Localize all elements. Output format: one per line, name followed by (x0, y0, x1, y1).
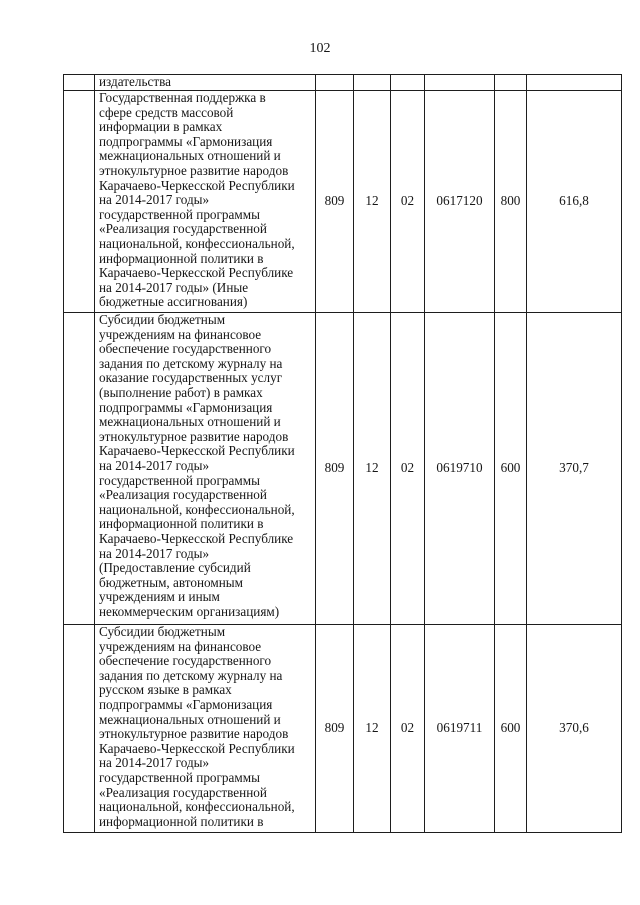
expense-type-cell (495, 75, 527, 91)
page-number: 102 (309, 41, 331, 56)
budget-table-container (63, 74, 606, 833)
amount-cell: 370,6 (527, 625, 622, 833)
subsection-code-cell: 02 (391, 91, 425, 313)
expense-type-cell: 600 (495, 625, 527, 833)
amount-cell: 370,7 (527, 313, 622, 625)
amount-cell: 616,8 (527, 91, 622, 313)
blank-cell (64, 625, 95, 833)
subsection-code-cell: 02 (391, 313, 425, 625)
description-cell: Субсидии бюджетным учреждениям на финансовое обеспечение государственного задания по детскому журналу на русском языке в рамках подпрограммы «Гармонизация межнациональных отношений и этнокультурное развитие народов Карачаево-Черкесской Республики на 2014-2017 годы» государственной программы «Реализация государственной национальной, конфессиональной, информационной политики в (95, 625, 316, 833)
table-row (64, 313, 622, 625)
table-row (64, 91, 622, 313)
target-item-cell: 0619711 (425, 625, 495, 833)
table-row (64, 625, 622, 833)
blank-cell (64, 313, 95, 625)
target-item-cell: 0617120 (425, 91, 495, 313)
ministry-code-cell: 809 (316, 313, 354, 625)
section-code-cell: 12 (354, 625, 391, 833)
table-row (64, 75, 622, 91)
description-cell: издательства (95, 75, 316, 91)
expense-type-cell: 600 (495, 313, 527, 625)
section-code-cell: 12 (354, 91, 391, 313)
target-item-cell: 0619710 (425, 313, 495, 625)
blank-cell (64, 75, 95, 91)
expense-type-cell: 800 (495, 91, 527, 313)
blank-cell (64, 91, 95, 313)
target-item-cell (425, 75, 495, 91)
section-code-cell (354, 75, 391, 91)
subsection-code-cell (391, 75, 425, 91)
budget-table (63, 74, 622, 833)
description-cell: Субсидии бюджетным учреждениям на финансовое обеспечение государственного задания по детскому журналу на оказание государственных услуг (выполнение работ) в рамках подпрограммы «Гармонизация межнациональных отношений и этнокультурное развитие народов Карачаево-Черкесской Республики на 2014-2017 годы» государственной программы «Реализация государственной национальной, конфессиональной, информационной политики в Карачаево-Черкесской Республике на 2014-2017 годы» (Предоставление субсидий бюджетным, автономным учреждениям и иным некоммерческим организациям) (95, 313, 316, 625)
subsection-code-cell: 02 (391, 625, 425, 833)
ministry-code-cell: 809 (316, 91, 354, 313)
section-code-cell: 12 (354, 313, 391, 625)
ministry-code-cell: 809 (316, 625, 354, 833)
ministry-code-cell (316, 75, 354, 91)
amount-cell (527, 75, 622, 91)
description-cell: Государственная поддержка в сфере средств массовой информации в рамках подпрограммы «Гармонизация межнациональных отношений и этнокультурное развитие народов Карачаево-Черкесской Республики на 2014-2017 годы» государственной программы «Реализация государственной национальной, конфессиональной, информационной политики в Карачаево-Черкесской Республике на 2014-2017 годы» (Иные бюджетные ассигнования) (95, 91, 316, 313)
